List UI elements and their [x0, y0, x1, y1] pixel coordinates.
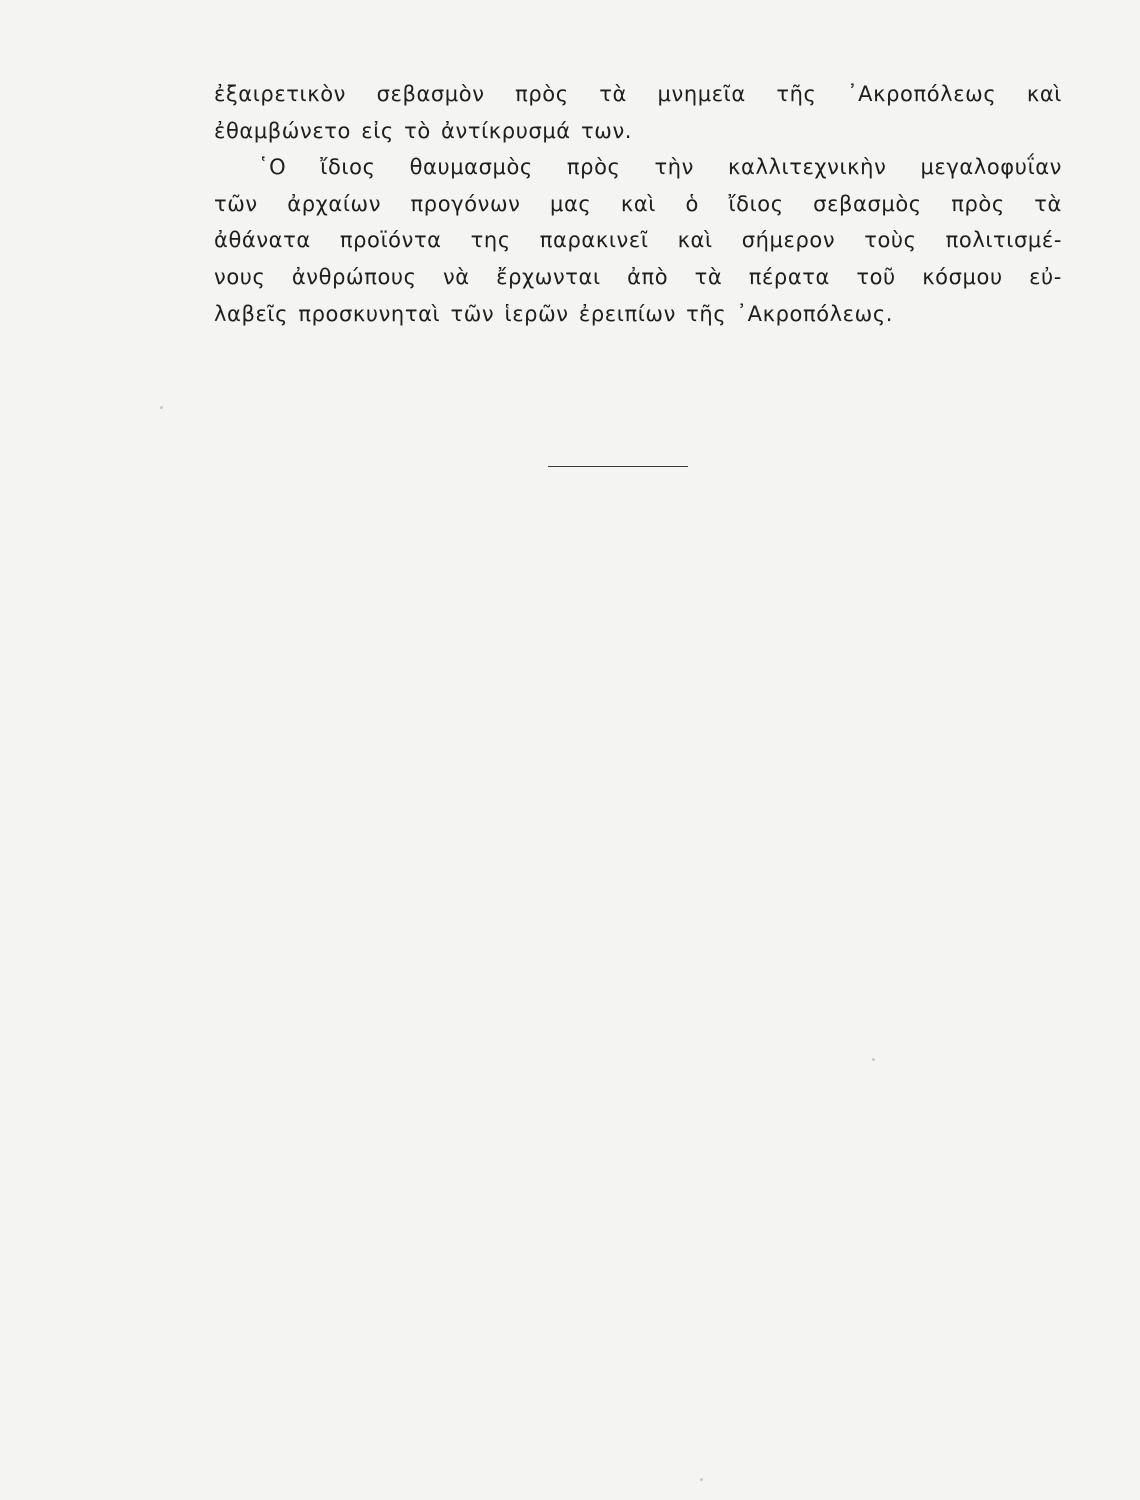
text-line-4: τῶν ἀρχαίων προγόνων μας καὶ ὁ ἴδιος σεβασμὸς πρὸς τὰ	[214, 191, 1062, 216]
text-line-1: ἐξαιρετικὸν σεβασμὸν πρὸς τὰ μνημεῖα τῆς ᾿Ακροπόλεως καὶ	[214, 82, 1062, 106]
text-line-3: ῾Ο ἴδιος θαυμασμὸς πρὸς τὴν καλλιτεχνικὴν μεγαλοφυΐαν	[258, 155, 1062, 180]
text-line-7: λαβεῖς προσκυνηταὶ τῶν ἱερῶν ἐρειπίων τῆς ᾿Ακροπόλεως.	[214, 301, 894, 326]
section-divider	[548, 466, 688, 467]
paper-speck	[700, 1478, 703, 1481]
paper-speck	[160, 406, 163, 409]
body-text	[214, 76, 1062, 332]
text-line-5: ἀθάνατα προϊόντα της παρακινεῖ καὶ σήμερον τοὺς πολιτισμέ-	[214, 228, 1062, 253]
text-line-2: ἐθαμβώνετο εἰς τὸ ἀντίκρυσμά των.	[214, 118, 633, 143]
paper-speck	[872, 1058, 875, 1061]
text-line-6: νους ἀνθρώπους νὰ ἔρχωνται ἀπὸ τὰ πέρατα τοῦ κόσμου εὐ-	[214, 264, 1062, 289]
